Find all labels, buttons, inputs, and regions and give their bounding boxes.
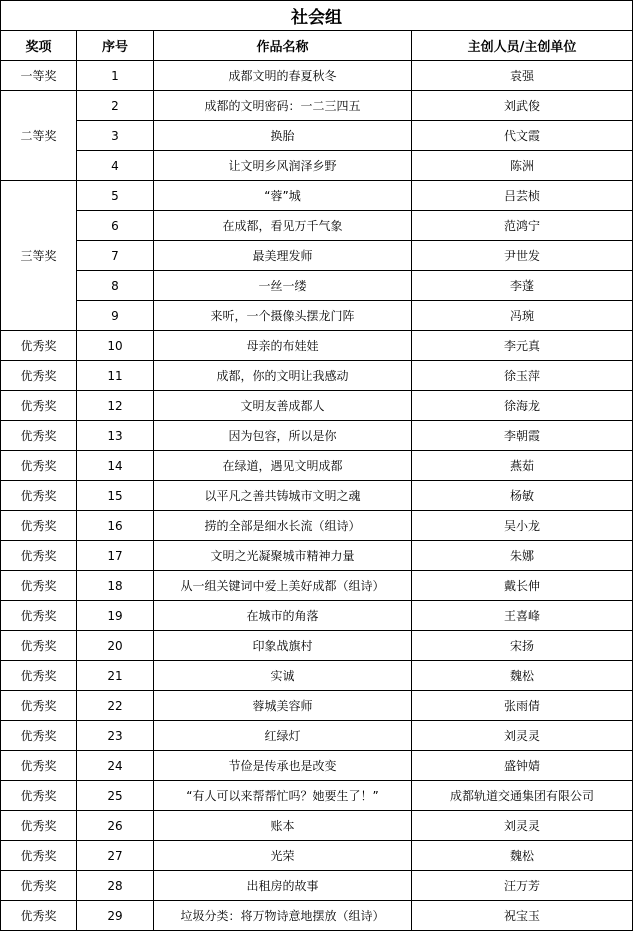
author-cell: 王喜峰 [412,601,633,631]
award-cell: 优秀奖 [1,571,77,601]
award-cell: 优秀奖 [1,871,77,901]
author-cell: 宋扬 [412,631,633,661]
author-cell: 范鸿宁 [412,211,633,241]
work-title-cell: 以平凡之善共铸城市文明之魂 [154,481,412,511]
author-cell: 刘灵灵 [412,811,633,841]
award-cell: 一等奖 [1,61,77,91]
award-cell: 优秀奖 [1,331,77,361]
table-row [1,481,633,511]
award-cell: 优秀奖 [1,691,77,721]
header-author: 主创人员/主创单位 [412,31,633,61]
table-body [1,61,633,931]
title-row [1,1,633,31]
table-row [1,421,633,451]
number-cell: 13 [77,421,154,451]
work-title-cell: 成都的文明密码：一二三四五 [154,91,412,121]
award-cell: 优秀奖 [1,421,77,451]
work-title-cell: 让文明乡风润泽乡野 [154,151,412,181]
number-cell: 14 [77,451,154,481]
award-cell: 优秀奖 [1,841,77,871]
work-title-cell: 在城市的角落 [154,601,412,631]
author-cell: 冯琬 [412,301,633,331]
author-cell: 代文霞 [412,121,633,151]
award-cell: 优秀奖 [1,391,77,421]
author-cell: 尹世发 [412,241,633,271]
work-title-cell: 成都，你的文明让我感动 [154,361,412,391]
author-cell: 盛钟婧 [412,751,633,781]
number-cell: 28 [77,871,154,901]
award-cell: 优秀奖 [1,451,77,481]
number-cell: 17 [77,541,154,571]
number-cell: 5 [77,181,154,211]
number-cell: 22 [77,691,154,721]
work-title-cell: 文明友善成都人 [154,391,412,421]
header-no: 序号 [77,31,154,61]
work-title-cell: 红绿灯 [154,721,412,751]
table-row [1,391,633,421]
table-row [1,211,633,241]
award-cell: 优秀奖 [1,481,77,511]
work-title-cell: “有人可以来帮帮忙吗？她要生了！” [154,781,412,811]
number-cell: 2 [77,91,154,121]
work-title-cell: 在成都，看见万千气象 [154,211,412,241]
table-row [1,811,633,841]
table-title: 社会组 [1,1,633,31]
table-row [1,151,633,181]
header-award: 奖项 [1,31,77,61]
number-cell: 10 [77,331,154,361]
work-title-cell: 换胎 [154,121,412,151]
author-cell: 徐玉萍 [412,361,633,391]
award-cell: 优秀奖 [1,541,77,571]
table-row [1,601,633,631]
work-title-cell: 账本 [154,811,412,841]
number-cell: 23 [77,721,154,751]
number-cell: 15 [77,481,154,511]
author-cell: 魏松 [412,841,633,871]
table-row [1,661,633,691]
author-cell: 戴长伸 [412,571,633,601]
number-cell: 27 [77,841,154,871]
author-cell: 祝宝玉 [412,901,633,931]
number-cell: 29 [77,901,154,931]
table-row [1,841,633,871]
award-cell: 二等奖 [1,91,77,181]
award-cell: 优秀奖 [1,811,77,841]
author-cell: 魏松 [412,661,633,691]
author-cell: 李朝霞 [412,421,633,451]
table-row [1,781,633,811]
table-row [1,361,633,391]
author-cell: 刘灵灵 [412,721,633,751]
author-cell: 成都轨道交通集团有限公司 [412,781,633,811]
work-title-cell: 最美理发师 [154,241,412,271]
author-cell: 徐海龙 [412,391,633,421]
work-title-cell: 来听，一个摄像头摆龙门阵 [154,301,412,331]
author-cell: 陈洲 [412,151,633,181]
author-cell: 汪万芳 [412,871,633,901]
award-cell: 优秀奖 [1,661,77,691]
table-row [1,451,633,481]
work-title-cell: 印象战旗村 [154,631,412,661]
table-row [1,511,633,541]
number-cell: 20 [77,631,154,661]
table-row [1,271,633,301]
work-title-cell: 因为包容，所以是你 [154,421,412,451]
table-row [1,571,633,601]
author-cell: 刘武俊 [412,91,633,121]
number-cell: 26 [77,811,154,841]
author-cell: 李元真 [412,331,633,361]
table-row [1,241,633,271]
table-row [1,631,633,661]
work-title-cell: 实诚 [154,661,412,691]
work-title-cell: 垃圾分类：将万物诗意地摆放（组诗） [154,901,412,931]
work-title-cell: 节俭是传承也是改变 [154,751,412,781]
table-row [1,541,633,571]
author-cell: 李蓬 [412,271,633,301]
number-cell: 1 [77,61,154,91]
work-title-cell: 从一组关键词中爱上美好成都（组诗） [154,571,412,601]
number-cell: 21 [77,661,154,691]
header-work: 作品名称 [154,31,412,61]
number-cell: 19 [77,601,154,631]
work-title-cell: 文明之光凝聚城市精神力量 [154,541,412,571]
author-cell: 张雨倩 [412,691,633,721]
number-cell: 16 [77,511,154,541]
author-cell: 吴小龙 [412,511,633,541]
number-cell: 4 [77,151,154,181]
table-row [1,691,633,721]
table-row [1,121,633,151]
author-cell: 朱娜 [412,541,633,571]
award-cell: 优秀奖 [1,631,77,661]
work-title-cell: “蓉”城 [154,181,412,211]
number-cell: 18 [77,571,154,601]
table-row [1,901,633,931]
number-cell: 8 [77,271,154,301]
table-row [1,331,633,361]
work-title-cell: 在绿道，遇见文明成都 [154,451,412,481]
award-cell: 优秀奖 [1,361,77,391]
header-row [1,31,633,61]
number-cell: 3 [77,121,154,151]
table-row [1,181,633,211]
author-cell: 燕茹 [412,451,633,481]
work-title-cell: 蓉城美容师 [154,691,412,721]
number-cell: 6 [77,211,154,241]
number-cell: 12 [77,391,154,421]
work-title-cell: 光荣 [154,841,412,871]
number-cell: 25 [77,781,154,811]
author-cell: 杨敏 [412,481,633,511]
award-cell: 优秀奖 [1,511,77,541]
table-row [1,721,633,751]
author-cell: 吕芸桢 [412,181,633,211]
award-cell: 优秀奖 [1,901,77,931]
number-cell: 24 [77,751,154,781]
award-cell: 优秀奖 [1,721,77,751]
award-cell: 三等奖 [1,181,77,331]
number-cell: 11 [77,361,154,391]
work-title-cell: 母亲的布娃娃 [154,331,412,361]
award-cell: 优秀奖 [1,781,77,811]
table-row [1,61,633,91]
table-row [1,751,633,781]
number-cell: 9 [77,301,154,331]
table-row [1,871,633,901]
table-row [1,301,633,331]
table-row [1,91,633,121]
award-cell: 优秀奖 [1,751,77,781]
work-title-cell: 成都文明的春夏秋冬 [154,61,412,91]
work-title-cell: 出租房的故事 [154,871,412,901]
award-cell: 优秀奖 [1,601,77,631]
number-cell: 7 [77,241,154,271]
author-cell: 袁强 [412,61,633,91]
work-title-cell: 一丝一缕 [154,271,412,301]
work-title-cell: 捞的全部是细水长流（组诗） [154,511,412,541]
